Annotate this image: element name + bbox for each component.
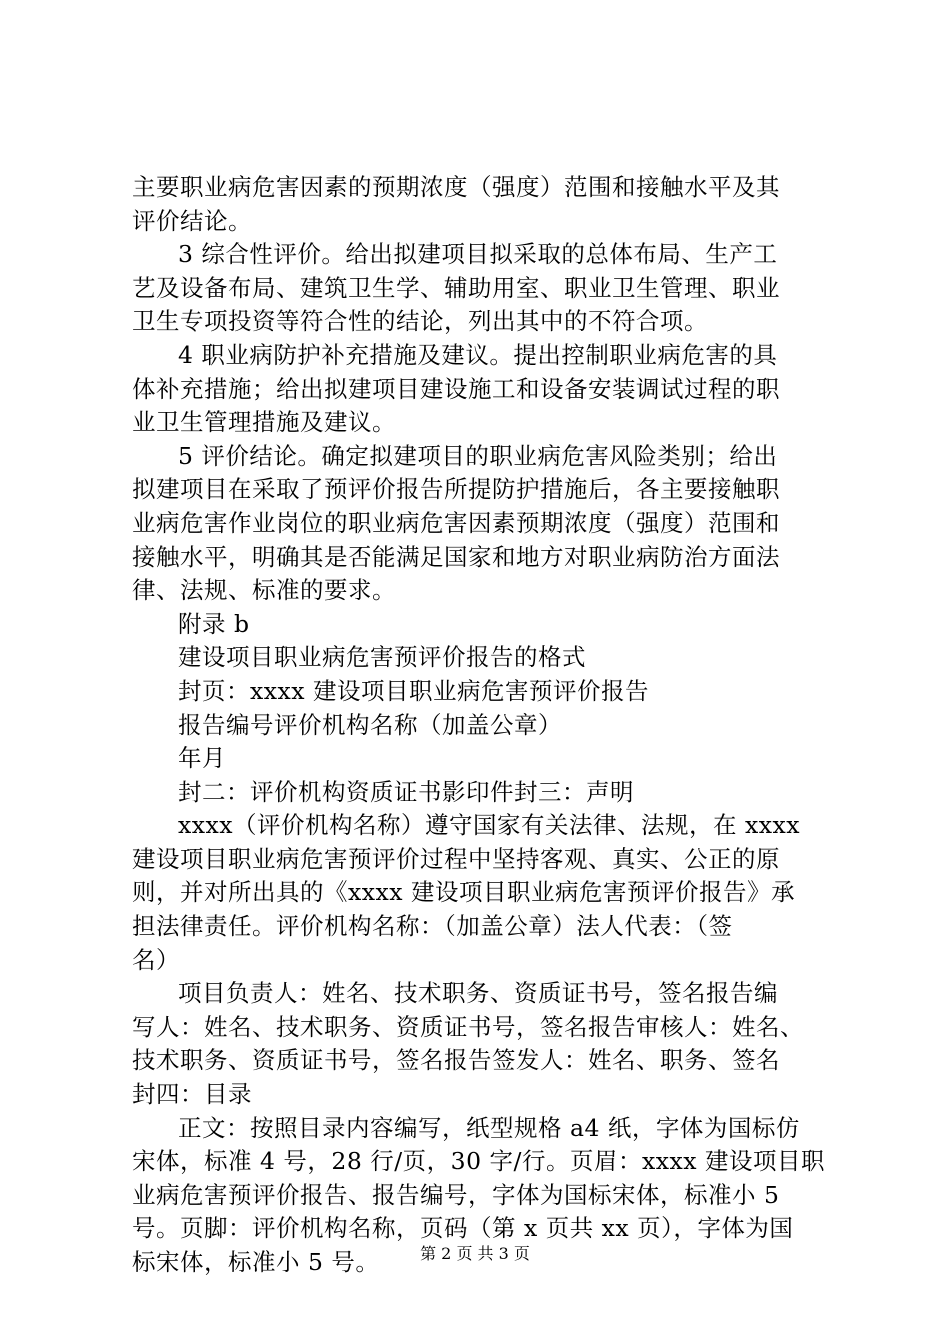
text-line: 封四：目录	[132, 1080, 252, 1109]
text-line: 标宋体，标准小 5 号。	[132, 1248, 380, 1276]
page-footer: 第 2 页 共 3 页	[420, 1244, 530, 1263]
text-line: 主要职业病危害因素的预期浓度（强度）范围和接触水平及其	[132, 173, 780, 201]
text-line: 卫生专项投资等符合性的结论，列出其中的不符合项。	[132, 307, 708, 336]
text-line: 宋体，标准 4 号，28 行/页，30 字/行。页眉：xxxx 建设项目职	[132, 1147, 825, 1176]
text-line: 建设项目职业病危害预评价过程中坚持客观、真实、公正的原	[132, 844, 780, 873]
text-line: 封二：评价机构资质证书影印件封三：声明	[178, 777, 634, 806]
text-line: 附录 b	[178, 609, 250, 638]
text-line: 5 评价结论。确定拟建项目的职业病危害风险类别；给出	[178, 441, 778, 470]
text-line: xxxx（评价机构名称）遵守国家有关法律、法规，在 xxxx	[178, 811, 800, 840]
text-line: 4 职业病防护补充措施及建议。提出控制职业病危害的具	[178, 340, 778, 369]
text-line: 律、法规、标准的要求。	[132, 576, 396, 605]
text-line: 报告编号评价机构名称（加盖公章）	[178, 710, 562, 739]
text-line: 号。页脚：评价机构名称，页码（第 x 页共 xx 页），字体为国	[132, 1214, 794, 1243]
text-line: 正文：按照目录内容编写，纸型规格 a4 纸，字体为国标仿	[178, 1113, 800, 1142]
text-line: 名）	[132, 945, 180, 974]
text-line: 评价结论。	[132, 206, 252, 235]
text-line: 年月	[178, 744, 226, 773]
text-line: 则，并对所出具的《xxxx 建设项目职业病危害预评价报告》承	[132, 878, 795, 907]
text-line: 项目负责人：姓名、技术职务、资质证书号，签名报告编	[178, 979, 778, 1008]
text-line: 拟建项目在采取了预评价报告所提防护措施后，各主要接触职	[132, 475, 780, 504]
text-line: 技术职务、资质证书号，签名报告签发人：姓名、职务、签名	[132, 1046, 780, 1075]
text-line: 建设项目职业病危害预评价报告的格式	[178, 643, 586, 672]
body-text	[132, 171, 852, 1280]
text-line: 业病危害作业岗位的职业病危害因素预期浓度（强度）范围和	[132, 508, 780, 537]
text-line: 接触水平，明确其是否能满足国家和地方对职业病防治方面法	[132, 542, 780, 571]
text-line: 3 综合性评价。给出拟建项目拟采取的总体布局、生产工	[178, 240, 778, 269]
text-line: 担法律责任。评价机构名称：（加盖公章）法人代表：（签	[132, 912, 733, 941]
text-line: 写人：姓名、技术职务、资质证书号，签名报告审核人：姓名、	[132, 1012, 804, 1041]
text-line: 业卫生管理措施及建议。	[132, 408, 396, 437]
text-line: 体补充措施；给出拟建项目建设施工和设备安装调试过程的职	[132, 374, 780, 403]
text-line: 封页：xxxx 建设项目职业病危害预评价报告	[178, 676, 649, 705]
text-line: 业病危害预评价报告、报告编号，字体为国标宋体，标准小 5	[132, 1180, 780, 1209]
text-line: 艺及设备布局、建筑卫生学、辅助用室、职业卫生管理、职业	[132, 273, 780, 302]
